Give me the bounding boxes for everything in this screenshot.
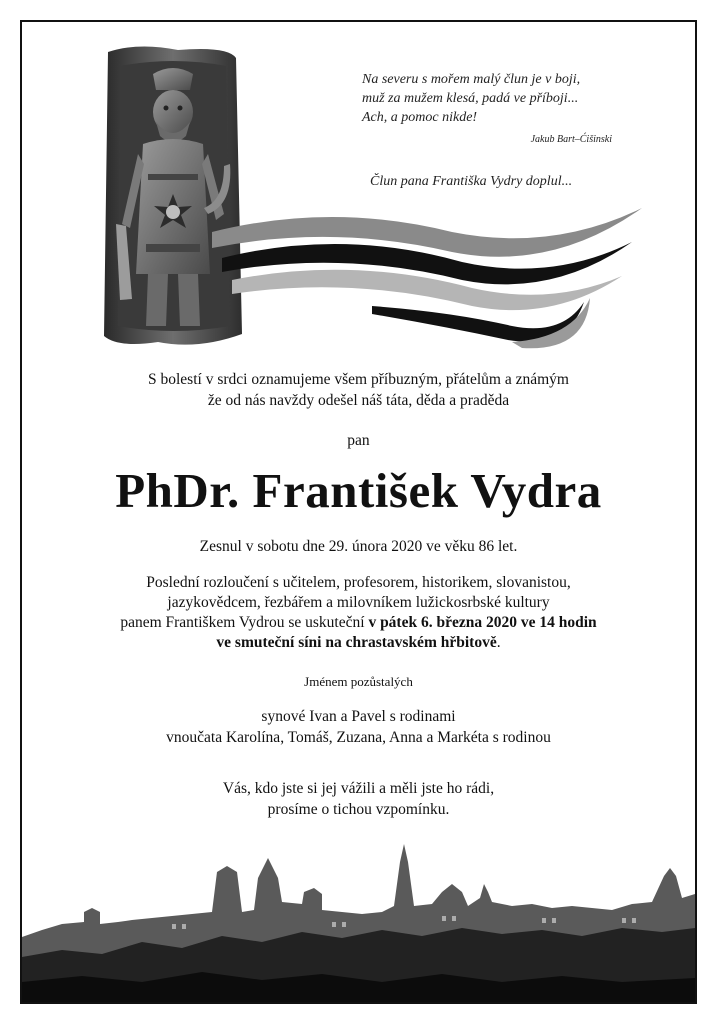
closing-text [22, 778, 695, 820]
family-line-2: vnoučata Karolína, Tomáš, Zuzana, Anna a Markéta s rodinou [166, 729, 551, 746]
waves-graphic [212, 202, 642, 352]
intro-text [22, 369, 695, 411]
obituary-frame [20, 20, 697, 1004]
family-line-1: synové Ivan a Pavel s rodinami [261, 708, 456, 725]
farewell-date-time: v pátek 6. března 2020 ve 14 hodin [368, 614, 597, 631]
farewell-text [22, 573, 695, 653]
farewell-line-3-plain: panem Františkem Vydrou se uskuteční [120, 614, 369, 631]
closing-line-2: prosíme o tichou vzpomínku. [267, 801, 450, 818]
death-date-text: Zesnul v sobotu dne 29. února 2020 ve věku 86 let. [199, 538, 518, 555]
pan-label: pan [347, 432, 370, 449]
farewell-line-4 [22, 633, 695, 653]
behalf-label: Jménem pozůstalých [304, 674, 413, 689]
quote-author: Jakub Bart–Ćišinski [530, 134, 612, 145]
family-text [22, 706, 695, 748]
quote-line-2: muž za mužem klesá, padá ve příboji... [362, 91, 579, 106]
farewell-line-3 [22, 613, 695, 633]
farewell-line-4-end: . [496, 634, 501, 651]
quote-line-1: Na severu s mořem malý člun je v boji, [362, 72, 581, 87]
farewell-place: ve smuteční síni na chrastavském hřbitově [216, 634, 497, 651]
boat-line: Člun pana Františka Vydry doplul... [370, 174, 573, 189]
poem-quote [362, 70, 632, 149]
intro-line-1: S bolestí v srdci oznamujeme všem příbuzným, přátelům a známým [148, 371, 569, 388]
farewell-line-1: Poslední rozloučení s učitelem, profesorem, historikem, slovanistou, [146, 574, 571, 591]
closing-line-1: Vás, kdo jste si jej vážili a měli jste ho rádi, [222, 780, 495, 797]
intro-line-2: že od nás navždy odešel náš táta, děda a praděda [207, 392, 510, 409]
deceased-name: PhDr. František Vydra [115, 463, 602, 518]
town-skyline-image [22, 832, 695, 1002]
quote-line-3: Ach, a pomoc nikde! [362, 110, 478, 125]
farewell-line-2: jazykovědcem, řezbářem a milovníkem lužickosrbské kultury [167, 594, 550, 611]
